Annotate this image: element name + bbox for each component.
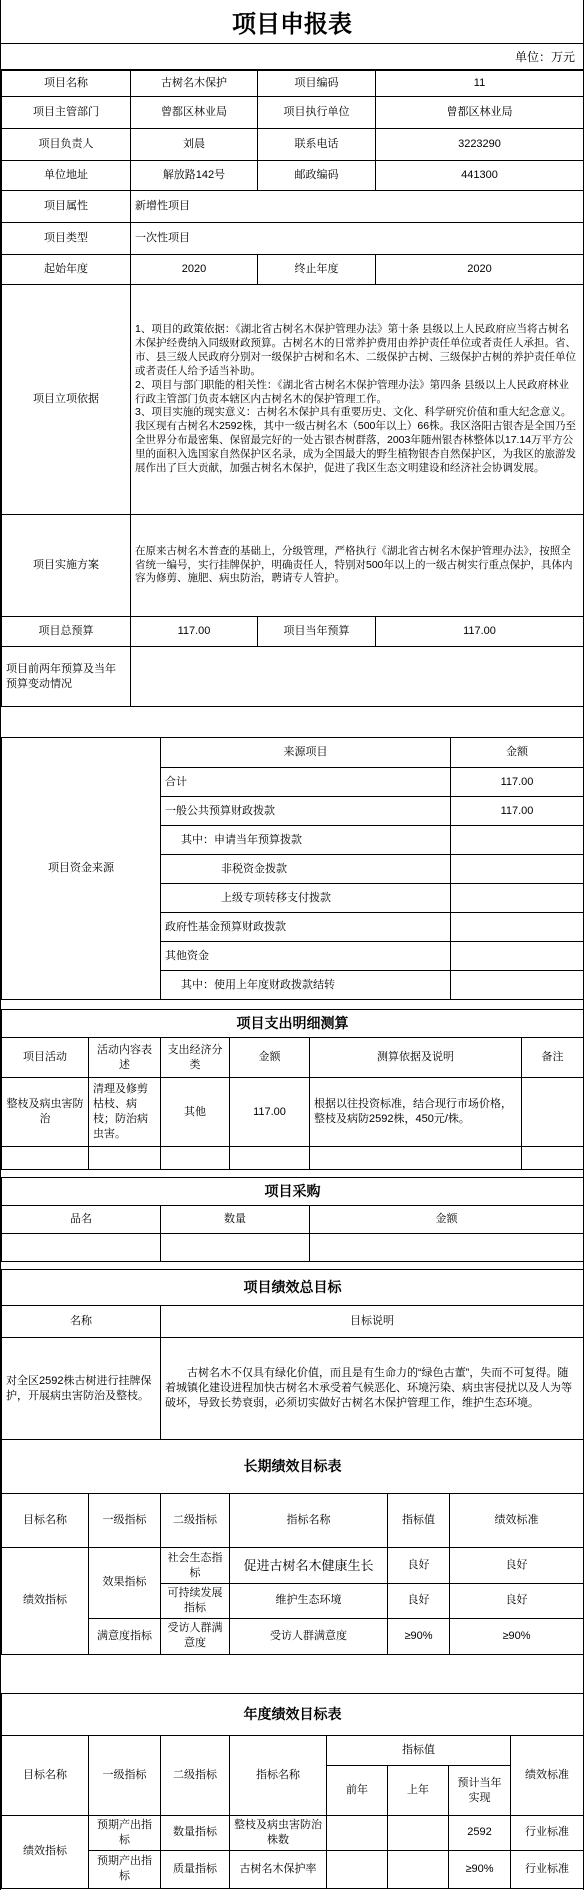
funding-row-name: 政府性基金预算财政拨款 [161, 913, 451, 942]
unit-label: 单位：万元 [1, 44, 583, 70]
annual-l1: 预期产出指标 [89, 1850, 161, 1888]
year-budget-value: 117.00 [376, 617, 584, 647]
longterm-header: 指标值 [388, 1494, 450, 1548]
longterm-standard: 良好 [450, 1548, 584, 1584]
procure-header: 数量 [161, 1206, 310, 1234]
address-value: 解放路142号 [131, 161, 258, 191]
annual-l1: 预期产出指标 [89, 1816, 161, 1851]
type-label: 项目类型 [2, 223, 131, 255]
longterm-value: ≥90% [388, 1618, 450, 1654]
procure-header: 品名 [2, 1206, 161, 1234]
funding-amount-header: 金额 [451, 738, 584, 768]
funding-row-amount [451, 884, 584, 913]
total-budget-value: 117.00 [131, 617, 258, 647]
annual-prev1 [388, 1850, 449, 1888]
plan-label: 项目实施方案 [2, 515, 131, 617]
procurement-table [1, 1177, 584, 1262]
start-year-label: 起始年度 [2, 255, 131, 285]
annual-section-title: 年度绩效目标表 [2, 1694, 584, 1736]
prev-budget-label: 项目前两年预算及当年预算变动情况 [2, 647, 131, 707]
zip-label: 邮政编码 [258, 161, 376, 191]
expense-header: 金额 [230, 1038, 310, 1078]
perf-section-title: 项目绩效总目标 [2, 1270, 584, 1306]
expense-class: 其他 [161, 1078, 230, 1147]
longterm-l2: 受访人群满意度 [161, 1618, 230, 1654]
annual-prev2 [327, 1816, 388, 1851]
funding-row-amount [451, 942, 584, 971]
annual-l2: 数量指标 [161, 1816, 230, 1851]
annual-header: 二级指标 [161, 1736, 230, 1816]
annual-subheader: 前年 [327, 1766, 388, 1816]
longterm-header: 目标名称 [2, 1494, 89, 1548]
project-name-value: 古树名木保护 [131, 71, 258, 97]
perf-desc: 古树名木不仅具有绿化价值，而且是有生命力的“绿色古董”，失而不可复得。随着城镇化建设进程加快古树名木承受着气候恶化、环境污染、病虫害侵扰以及人为等破坏，导致长势衰弱，必须切实做好古树名木保护管理工作，维护生态环境。 [161, 1338, 584, 1440]
expense-basis: 根据以往投资标准，结合现行市场价格，整枝及病防2592株，450元/株。 [310, 1078, 522, 1147]
funding-row-amount: 117.00 [451, 768, 584, 797]
funding-row-name: 上级专项转移支付拨款 [161, 884, 451, 913]
annual-subheader: 预计当年实现 [449, 1766, 511, 1816]
annual-header: 指标名称 [230, 1736, 327, 1816]
longterm-header: 指标名称 [230, 1494, 388, 1548]
annual-header: 指标值 [327, 1736, 511, 1766]
longterm-standard: 良好 [450, 1584, 584, 1619]
annual-header: 绩效标准 [511, 1736, 584, 1816]
funding-source-header: 来源项目 [161, 738, 451, 768]
performance-goal-table [1, 1269, 584, 1440]
funding-row-name: 其中：申请当年预算拨款 [161, 826, 451, 855]
longterm-section-title: 长期绩效目标表 [2, 1440, 584, 1494]
project-code-value: 11 [376, 71, 584, 97]
annual-current: 2592 [449, 1816, 511, 1851]
funding-row-amount [451, 855, 584, 884]
funding-row-amount: 117.00 [451, 797, 584, 826]
annual-header: 一级指标 [89, 1736, 161, 1816]
expense-header: 测算依据及说明 [310, 1038, 522, 1078]
annual-l2: 质量指标 [161, 1850, 230, 1888]
attr-label: 项目属性 [2, 191, 131, 223]
procure-header: 金额 [310, 1206, 584, 1234]
funding-row-name: 其他资金 [161, 942, 451, 971]
year-budget-label: 项目当年预算 [258, 617, 376, 647]
exec-value: 曾都区林业局 [376, 97, 584, 129]
longterm-l1: 满意度指标 [89, 1618, 161, 1654]
annual-subheader: 上年 [388, 1766, 449, 1816]
longterm-value: 良好 [388, 1584, 450, 1619]
longterm-header: 一级指标 [89, 1494, 161, 1548]
longterm-standard: ≥90% [450, 1618, 584, 1654]
funding-row-name: 一般公共预算财政拨款 [161, 797, 451, 826]
start-year-value: 2020 [131, 255, 258, 285]
funding-row-amount [451, 971, 584, 1000]
annual-standard: 行业标准 [511, 1850, 584, 1888]
owner-value: 刘晨 [131, 129, 258, 161]
expense-header: 活动内容表述 [89, 1038, 161, 1078]
phone-value: 3223290 [376, 129, 584, 161]
page-title: 项目申报表 [1, 0, 583, 44]
funding-row-name: 合计 [161, 768, 451, 797]
annual-header: 目标名称 [2, 1736, 89, 1816]
end-year-label: 终止年度 [258, 255, 376, 285]
expense-activity: 整枝及病虫害防治 [2, 1078, 89, 1147]
longterm-target: 绩效指标 [2, 1548, 89, 1655]
longterm-indicator: 受访人群满意度 [230, 1618, 388, 1654]
longterm-indicator: 促进古树名木健康生长 [230, 1548, 388, 1584]
type-value: 一次性项目 [131, 223, 584, 255]
dept-value: 曾都区林业局 [131, 97, 258, 129]
funding-row-name: 非税资金拨款 [161, 855, 451, 884]
expense-header: 备注 [522, 1038, 584, 1078]
procure-section-title: 项目采购 [2, 1178, 584, 1206]
perf-desc-header: 目标说明 [161, 1306, 584, 1338]
expense-header: 支出经济分类 [161, 1038, 230, 1078]
expense-note [522, 1078, 584, 1147]
annual-performance-table [1, 1693, 584, 1889]
longterm-value: 良好 [388, 1548, 450, 1584]
expense-section-title: 项目支出明细测算 [2, 1010, 584, 1038]
total-budget-label: 项目总预算 [2, 617, 131, 647]
longterm-performance-table [1, 1439, 584, 1655]
annual-prev2 [327, 1850, 388, 1888]
basis-label: 项目立项依据 [2, 285, 131, 515]
funding-row-amount [451, 826, 584, 855]
perf-name: 对全区2592株古树进行挂牌保护，开展病虫害防治及整枝。 [2, 1338, 161, 1440]
expense-amount: 117.00 [230, 1078, 310, 1147]
basic-info-table [1, 70, 584, 707]
basis-text: 1、项目的政策依据：《湖北省古树名木保护管理办法》第十条 县级以上人民政府应当将古树名木保护经费纳入同级财政预算。古树名木的日常养护费用由养护责任单位或者责任人承担。省、市、县三级人民政府分别对一级保护古树和名木、二级保护古树、三级保护古树的养护责任单位或者责任人给予适当补助。 2、项目与部门职能的相关性：《湖北省古树名木保护管理办法》第四条 县级以上人民政府林业行政主管部门负责本辖区内古树名木的保护管理工作。 3、项目实施的现实意义：古树名木保护具有重要历史、文化、科学研究价值和重大纪念意义。我区现有古树名木2592株，其中一级古树名木（500年以上）66株。我区洛阳古银杏是全国乃至全世界分布最密集、保留最完好的一处古银杏树群落，2003年随州银杏林整体以17.14万平方公里的面积入选国家自然保护区名录，成为全国最大的野生植物银杏自然保护区，为我区的旅游发展作出了巨大贡献，加强古树名木保护，促进了我区生态文明建设和经济社会协调发展。 [131, 285, 584, 515]
expense-table [1, 1009, 584, 1170]
annual-prev1 [388, 1816, 449, 1851]
expense-content: 清理及修剪枯枝、病枝；防治病虫害。 [89, 1078, 161, 1147]
prev-budget-value [131, 647, 584, 707]
annual-target: 绩效指标 [2, 1816, 89, 1889]
phone-label: 联系电话 [258, 129, 376, 161]
annual-current: ≥90% [449, 1850, 511, 1888]
plan-text: 在原来古树名木普查的基础上，分级管理，严格执行《湖北省古树名木保护管理办法》，按照全省统一编号，实行挂牌保护，明确责任人，特别对500年以上的一级古树实行重点保护，具体内容为修剪、施肥、病虫防治，聘请专人管护。 [131, 515, 584, 617]
dept-label: 项目主管部门 [2, 97, 131, 129]
longterm-header: 绩效标准 [450, 1494, 584, 1548]
longterm-header: 二级指标 [161, 1494, 230, 1548]
longterm-l1: 效果指标 [89, 1548, 161, 1619]
exec-label: 项目执行单位 [258, 97, 376, 129]
perf-name-header: 名称 [2, 1306, 161, 1338]
longterm-indicator: 维护生态环境 [230, 1584, 388, 1619]
funding-row-name: 其中：使用上年度财政拨款结转 [161, 971, 451, 1000]
zip-value: 441300 [376, 161, 584, 191]
address-label: 单位地址 [2, 161, 131, 191]
annual-indicator: 古树名木保护率 [230, 1850, 327, 1888]
table-row [2, 1078, 584, 1147]
funding-label: 项目资金来源 [2, 738, 161, 1000]
annual-standard: 行业标准 [511, 1816, 584, 1851]
owner-label: 项目负责人 [2, 129, 131, 161]
longterm-l2: 社会生态指标 [161, 1548, 230, 1584]
funding-table [1, 737, 584, 1000]
annual-indicator: 整枝及病虫害防治株数 [230, 1816, 327, 1851]
project-name-label: 项目名称 [2, 71, 131, 97]
project-code-label: 项目编码 [258, 71, 376, 97]
end-year-value: 2020 [376, 255, 584, 285]
funding-row-amount [451, 913, 584, 942]
attr-value: 新增性项目 [131, 191, 584, 223]
expense-header: 项目活动 [2, 1038, 89, 1078]
longterm-l2: 可持续发展指标 [161, 1584, 230, 1619]
